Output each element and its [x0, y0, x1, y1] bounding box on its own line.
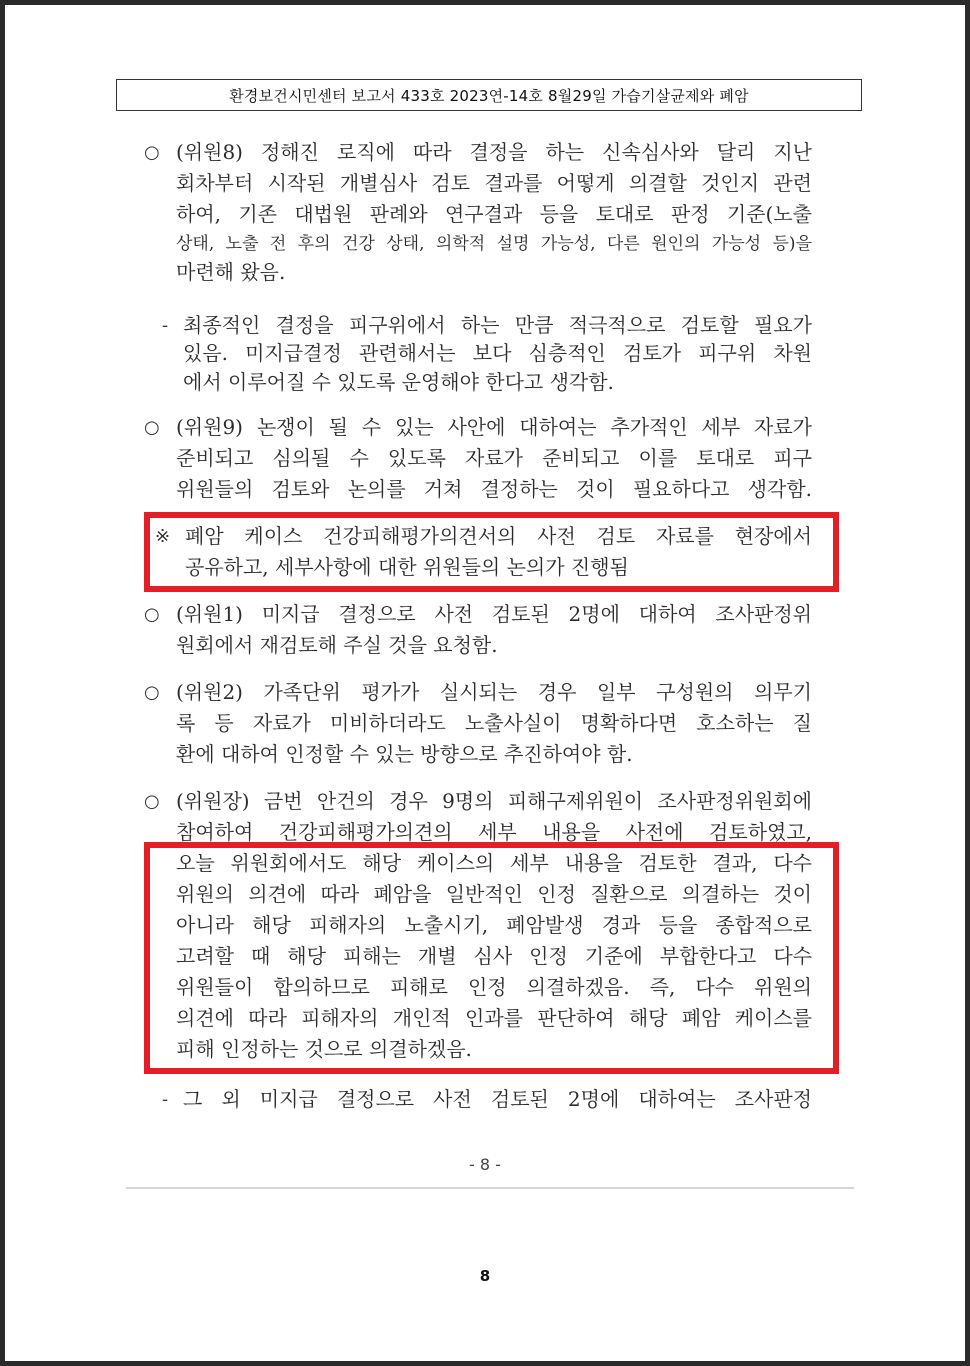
p5-line-8: 의견에 따라 피해자의 개인적 인과를 판단하여 해당 폐암 케이스를 [176, 1006, 812, 1030]
circle-bullet: ○ [144, 682, 160, 703]
circle-bullet: ○ [144, 417, 160, 438]
p5-line-4: 위원의 의견에 따라 폐암을 일반적인 인정 질환으로 의결하는 것이 [176, 882, 812, 906]
p5-line-1: (위원장) 금번 안건의 경우 9명의 피해구제위원이 조사판정위원회에 [176, 789, 812, 813]
p3-line-1: (위원1) 미지급 결정으로 사전 검토된 2명에 대하여 조사판정위 [176, 602, 812, 626]
p2-line-2: 준비되고 심의될 수 있도록 자료가 준비되고 이를 토대로 피구 [176, 446, 812, 470]
report-header: 환경보건시민센터 보고서 433호 2023연-14호 8월29일 가습기살균제와 폐암 [116, 79, 862, 111]
p5-line-7: 위원들이 합의하므로 피해로 인정 의결하겠음. 즉, 다수 위원의 [176, 975, 812, 999]
p1-line-4: 상태, 노출 전 후의 건강 상태, 의학적 설명 가능성, 다른 원인의 가능성 등)을 [176, 234, 812, 254]
circle-bullet: ○ [144, 791, 160, 812]
note-mark: ※ [155, 526, 171, 547]
p1-sub-line-3: 에서 이루어질 수 있도록 운영해야 한다고 생각함. [183, 370, 614, 394]
page-label: - 8 - [469, 1155, 501, 1174]
footer-divider [126, 1187, 854, 1189]
p5-line-5: 아니라 해당 피해자의 노출시기, 폐암발생 경과 등을 종합적으로 [176, 913, 812, 937]
p5-line-2: 참여하여 건강피해평가의견의 세부 내용을 사전에 검토하였고, [176, 820, 812, 844]
p2-line-3: 위원들의 검토와 논의를 거쳐 결정하는 것이 필요하다고 생각함. [176, 477, 812, 501]
p5-line-6: 고려할 때 해당 피해는 개별 심사 인정 기준에 부합한다고 다수 [176, 944, 812, 968]
circle-bullet: ○ [144, 604, 160, 625]
p4-line-1: (위원2) 가족단위 평가가 실시되는 경우 일부 구성원의 의무기 [176, 680, 812, 704]
note-line-2: 공유하고, 세부사항에 대한 위원들의 논의가 진행됨 [185, 555, 629, 579]
p4-line-2: 록 등 자료가 미비하더라도 노출사실이 명확하다면 호소하는 질 [176, 711, 812, 735]
pdf-page-number: 8 [479, 1267, 491, 1285]
note-line-1: 폐암 케이스 건강피해평가의견서의 사전 검토 자료를 현장에서 [185, 524, 812, 548]
p5-sub-line-1: 그 외 미지급 결정으로 사전 검토된 2명에 대하여는 조사판정 [183, 1087, 812, 1111]
dash-bullet: - [162, 315, 169, 336]
p3-line-2: 원회에서 재검토해 주실 것을 요청함. [176, 633, 498, 657]
p1-sub-line-1: 최종적인 결정을 피구위에서 하는 만큼 적극적으로 검토할 필요가 [183, 313, 812, 337]
dash-bullet: - [162, 1089, 169, 1110]
circle-bullet: ○ [144, 142, 160, 163]
p1-line-2: 회차부터 시작된 개별심사 검토 결과를 어떻게 의결할 것인지 관련 [176, 171, 812, 195]
p1-line-3: 하여, 기존 대법원 판례와 연구결과 등을 토대로 판정 기준(노출 [176, 202, 812, 226]
p1-sub-line-2: 있음. 미지급결정 관련해서는 보다 심층적인 검토가 피구위 차원 [183, 341, 812, 365]
p5-line-3: 오늘 위원회에서도 해당 케이스의 세부 내용을 검토한 결과, 다수 [176, 851, 812, 875]
p4-line-3: 환에 대하여 인정할 수 있는 방향으로 추진하여야 함. [176, 742, 633, 766]
p2-line-1: (위원9) 논쟁이 될 수 있는 사안에 대하여는 추가적인 세부 자료가 [176, 415, 812, 439]
p5-line-9: 피해 인정하는 것으로 의결하겠음. [176, 1037, 472, 1061]
p1-line-1: (위원8) 정해진 로직에 따라 결정을 하는 신속심사와 달리 지난 [176, 140, 812, 164]
p1-line-5: 마련해 왔음. [176, 260, 286, 284]
